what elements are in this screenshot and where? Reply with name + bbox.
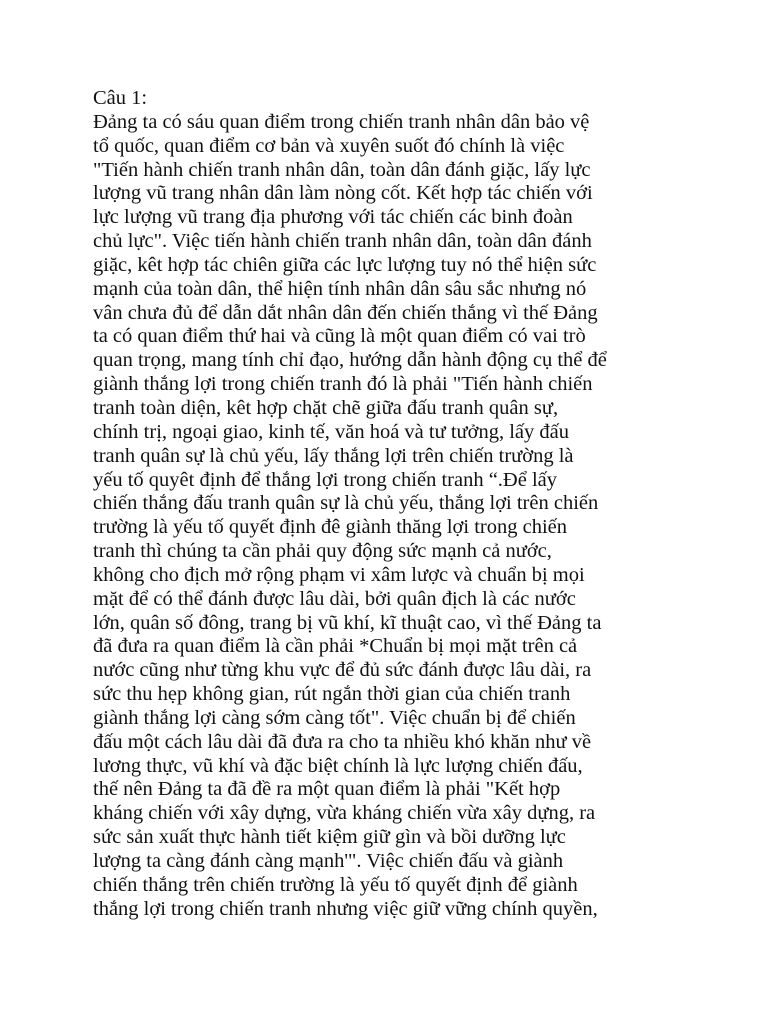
document-heading: Câu 1: [93, 87, 148, 109]
text-line: "Tiến hành chiến tranh nhân dân, toàn dân đánh giặc, lấy lực [93, 158, 591, 181]
text-line: không cho địch mở rộng phạm vi xâm lược và chuẩn bị mọi [93, 563, 585, 586]
text-line: sức thu hẹp không gian, rút ngắn thời gian của chiến tranh [93, 683, 571, 706]
text-line: Đảng ta có sáu quan điểm trong chiến tranh nhân dân bảo vệ [93, 110, 590, 133]
document-text [93, 87, 693, 922]
text-line: đã đưa ra quan điểm là cần phải *Chuẩn bị mọi mặt trên cả [93, 635, 578, 658]
text-line: giành thắng lợi trong chiến tranh đó là phải "Tiến hành chiến [93, 373, 593, 396]
text-line: lực lượng vũ trang địa phương với tác chiến các binh đoàn [93, 206, 573, 229]
text-line: mạnh của toàn dân, thể hiện tính nhân dân sâu sắc nhưng nó [93, 277, 587, 300]
text-line: đấu một cách lâu dài đã đưa ra cho ta nhiều khó khăn như về [93, 730, 592, 753]
text-line: tổ quốc, quan điểm cơ bản và xuyên suốt đó chính là việc [93, 134, 565, 157]
text-line: sức sản xuất thực hành tiết kiệm giữ gìn và bồi dưỡng lực [93, 826, 566, 849]
text-line: vân chưa đủ để dẫn dắt nhân dân đến chiến thắng vì thế Đảng [93, 301, 598, 324]
text-line: lớn, quân số đông, trang bị vũ khí, kĩ thuật cao, vì thế Đảng ta [93, 611, 602, 634]
text-line: thế nên Đảng ta đã đề ra một quan điểm là phải "Kết hợp [93, 778, 561, 801]
text-line: tranh quân sự là chủ yếu, lấy thắng lợi trên chiến trường là [93, 444, 574, 467]
text-line: thắng lợi trong chiến tranh nhưng việc giữ vững chính quyền, [93, 897, 598, 920]
text-line: chiến thắng đấu tranh quân sự là chủ yếu, thắng lợi trên chiến [93, 492, 599, 515]
text-line: lượng vũ trang nhân dân làm nòng cốt. Kết hợp tác chiến với [93, 182, 593, 205]
text-line: quan trọng, mang tính chỉ đạo, hướng dẫn hành động cụ thể để [93, 349, 607, 372]
text-line: trường là yếu tố quyết định đê giành thăng lợi trong chiến [93, 516, 568, 539]
text-line: tranh toàn diện, kêt hợp chặt chẽ giữa đấu tranh quân sự, [93, 396, 559, 419]
text-line: giặc, kêt hợp tác chiên giữa các lực lượng tuy nó thể hiện sức [93, 253, 597, 276]
text-line: lượng ta càng đánh càng mạnh'". Việc chiến đấu và giành [93, 850, 564, 872]
text-line: lương thực, vũ khí và đặc biệt chính là lực lượng chiến đấu, [93, 754, 583, 777]
text-line: mặt để có thể đánh được lâu dài, bởi quân địch là các nước [93, 587, 576, 610]
text-line: nước cũng như từng khu vực để đủ sức đánh được lâu dài, ra [93, 659, 592, 682]
text-line: ta có quan điểm thứ hai và cũng là một quan điểm có vai trò [93, 325, 586, 348]
text-line: tranh thì chúng ta cần phải quy động sức mạnh cả nước, [93, 540, 552, 563]
text-line: kháng chiến với xây dựng, vừa kháng chiến vừa xây dựng, ra [93, 802, 596, 825]
text-line: chủ lực". Việc tiến hành chiến tranh nhân dân, toàn dân đánh [93, 230, 592, 253]
text-line: chiến thắng trên chiến trường là yếu tố quyết định để giành [93, 873, 578, 896]
text-line: chính trị, ngoại giao, kinh tế, văn hoá và tư tưởng, lấy đấu [93, 420, 569, 443]
text-line: giành thắng lợi càng sớm càng tốt". Việc chuẩn bị để chiến [93, 706, 576, 729]
text-line: yếu tố quyêt định để thắng lợi trong chiến tranh “.Để lấy [93, 468, 557, 491]
